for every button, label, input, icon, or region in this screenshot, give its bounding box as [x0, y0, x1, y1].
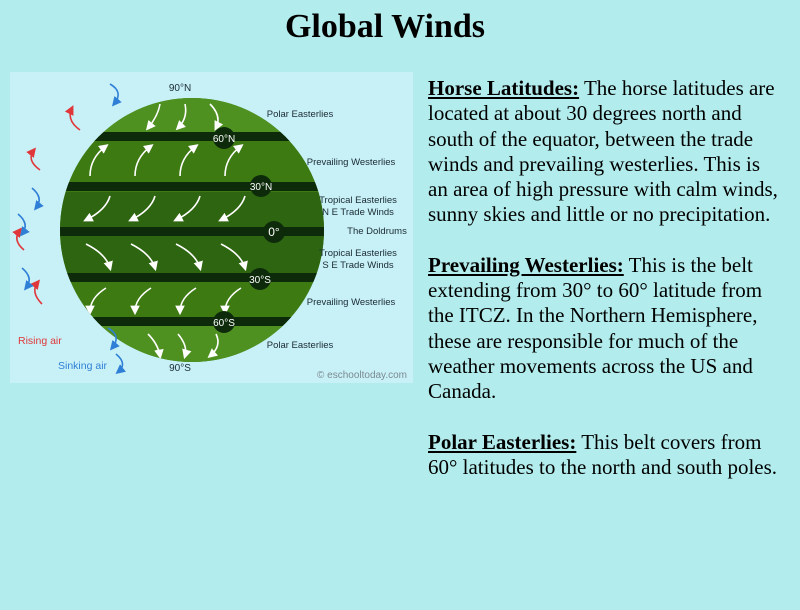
section-heading: Prevailing Westerlies: [428, 252, 624, 277]
section-body: This is the belt extending from 30° to 60° latitude from the ITCZ. In the Northern Hemisphere, these are responsible for much of the weather movements across the US and Canada. [428, 252, 763, 404]
belt-westerlies-s: Prevailing Westerlies [306, 297, 396, 308]
belt-trade-n-1: Tropical Easterlies [319, 195, 397, 206]
lat-equator: 0° [268, 225, 280, 239]
band-30n [50, 182, 340, 191]
belt-trade-s-1: Tropical Easterlies [319, 248, 397, 259]
belt-doldrums: The Doldrums [347, 226, 407, 237]
global-winds-diagram [10, 72, 413, 383]
belt-trade-n-2: N E Trade Winds [322, 207, 394, 218]
section-heading: Horse Latitudes: [428, 76, 580, 100]
band-equator [50, 227, 340, 236]
text-column [428, 76, 780, 505]
legend-rising-air: Rising air [18, 335, 62, 347]
belt-polar-n: Polar Easterlies [266, 109, 334, 120]
lat-60n: 60°N [212, 134, 236, 145]
section-body: This belt covers from 60° latitudes to the north and south poles. [428, 429, 778, 479]
globe-svg [10, 72, 413, 383]
lat-90s: 90°S [169, 363, 191, 374]
section-body: The horse latitudes are located at about 30 degrees north and south of the equator, between the trade winds and prevailing westerlies. This is an area of high pressure with calm winds, sunny skies and little or no precipitation. [428, 76, 778, 227]
figure-credit: © eschooltoday.com [316, 370, 407, 381]
lat-30s: 30°S [249, 275, 271, 286]
band-60n [50, 132, 340, 141]
section-polar-easterlies [428, 430, 780, 481]
band-60s [50, 317, 340, 326]
legend-sinking-air: Sinking air [58, 360, 108, 372]
belt-polar-s: Polar Easterlies [266, 340, 334, 351]
section-heading: Polar Easterlies: [428, 429, 577, 454]
page-title: Global Winds [284, 8, 485, 45]
belt-westerlies-n: Prevailing Westerlies [306, 157, 396, 168]
lat-90n: 90°N [168, 83, 192, 94]
lat-30n: 30°N [249, 182, 273, 193]
band-30s [50, 273, 340, 282]
lat-60s: 60°S [213, 318, 235, 329]
belt-trade-s-2: S E Trade Winds [322, 260, 394, 271]
section-horse-latitudes [428, 76, 780, 228]
section-prevailing-westerlies [428, 253, 780, 405]
